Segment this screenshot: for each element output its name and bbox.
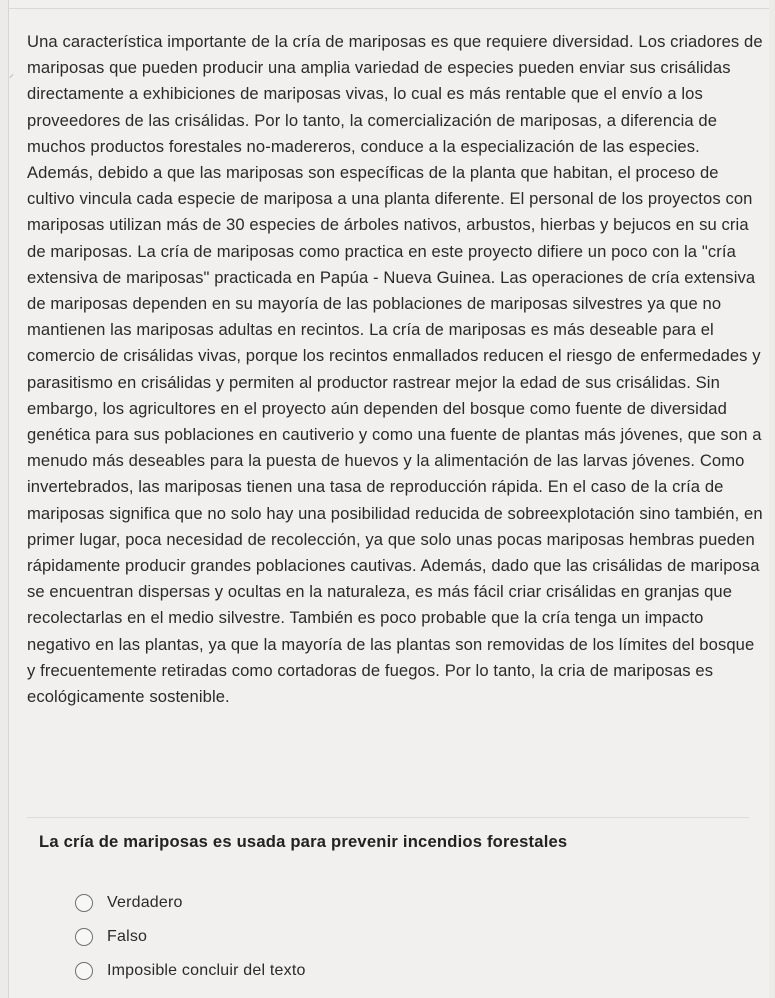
option-falso[interactable] (75, 920, 306, 954)
option-label: Verdadero (107, 894, 183, 911)
option-imposible-concluir[interactable] (75, 954, 306, 988)
option-label: Imposible concluir del texto (107, 962, 306, 979)
answer-options (75, 886, 306, 988)
question-prompt: La cría de mariposas es usada para prevenir incendios forestales (39, 832, 568, 851)
reading-passage: Una característica importante de la cría de mariposas es que requiere diversidad. Los criadores de mariposas que pueden producir una amplia variedad de especies pueden enviar sus crisálidas directamente a exhibiciones de mariposas vivas, lo cual es más rentable que el envío a los proveedores de las crisálidas. Por lo tanto, la comercialización de mariposas, a diferencia de muchos productos forestales no-madereros, conduce a la especialización de las especies. Además, debido a que las mariposas son específicas de la planta que habitan, el proceso de cultivo vincula cada especie de mariposa a una planta diferente. El personal de los proyectos con mariposas utilizan más de 30 especies de árboles nativos, arbustos, hierbas y bejucos en su cria de mariposas. La cría de mariposas como practica en este proyecto difiere un poco con la "cría extensiva de mariposas" practicada en Papúa - Nueva Guinea. Las operaciones de cría extensiva de mariposas dependen en su mayoría de las poblaciones de mariposas silvestres ya que no mantienen las mariposas adultas en recintos. La cría de mariposas es más deseable para el comercio de crisálidas vivas, porque los recintos enmallados reducen el riesgo de enfermedades y parasitismo en crisálidas y permiten al productor rastrear mejor la edad de sus crisálidas. Sin embargo, los agricultores en el proyecto aún dependen del bosque como fuente de diversidad genética para sus poblaciones en cautiverio y como una fuente de plantas más jóvenes, que son a menudo más deseables para la puesta de huevos y la alimentación de las larvas jóvenes. Como invertebrados, las mariposas tienen una tasa de reproducción rápida. En el caso de la cría de mariposas significa que no solo hay una posibilidad reducida de sobreexplotación sino también, en primer lugar, poca necesidad de recolección, ya que solo unas pocas mariposas hembras pueden rápidamente producir grandes poblaciones cautivas. Además, dado que las crisálidas de mariposa se encuentran dispersas y ocultas en la naturaleza, es más fácil criar crisálidas en granjas que recolectarlas en el medio silvestre. También es poco probable que la cría tenga un impacto negativo en las plantas, ya que la mayoría de las plantas son removidas de los límites del bosque y frecuentemente retiradas como cortadoras de fuegos. Por lo tanto, la cria de mariposas es ecológicamente sostenible. (27, 32, 763, 707)
radio-button-icon[interactable] (75, 962, 93, 980)
section-divider (27, 817, 749, 818)
option-verdadero[interactable] (75, 886, 306, 920)
top-divider (9, 8, 769, 9)
document-page (8, 0, 769, 998)
radio-button-icon[interactable] (75, 894, 93, 912)
option-label: Falso (107, 928, 148, 945)
margin-tick-mark: ⸝ (9, 69, 14, 80)
radio-button-icon[interactable] (75, 928, 93, 946)
